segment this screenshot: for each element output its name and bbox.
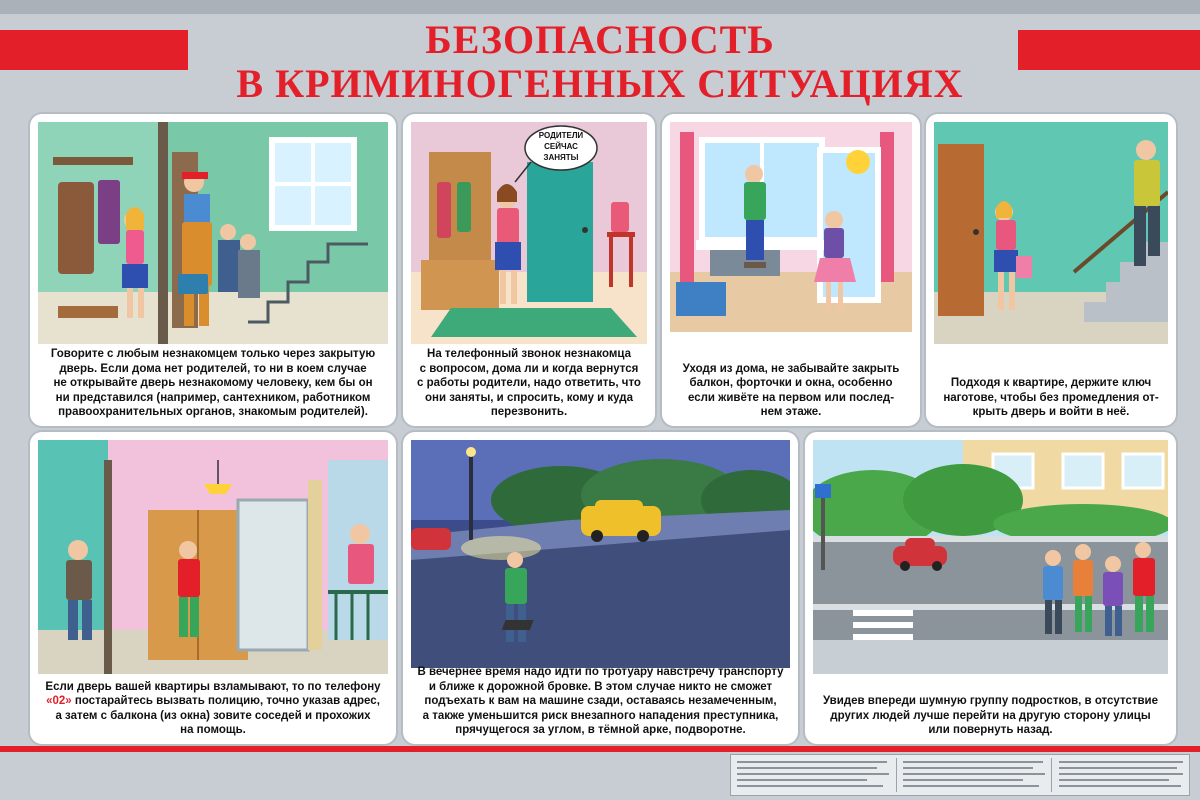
fine-print-line (903, 779, 1023, 781)
fine-print-line (903, 785, 1039, 787)
panel-2-caption: На телефонный звонок незнакомца с вопросом, дома ли и когда вернутся с работы родители, надо ответить, что они заняты, и спросить, кому и куда перезвонить. (417, 348, 641, 419)
noisy-teens-scene (813, 440, 1168, 674)
panel-5-caption-end: постарайтесь вызвать полицию, точно указав адрес, а затем с балкона (из окна) зовите соседей и прохожих на помощь. (55, 695, 380, 737)
left-red-bar (0, 30, 188, 70)
fine-print-line (737, 785, 883, 787)
panel-door-strangers (30, 114, 396, 426)
evening-street-scene (411, 440, 790, 668)
fine-print-line (1059, 779, 1169, 781)
panel-5-caption-start: Если дверь вашей квартиры взламывают, то по телефону (45, 680, 381, 693)
police-number: «02» (46, 695, 72, 708)
panel-7-caption: Увидев впереди шумную группу подростков, в отсутствие других людей лучше перейти на другую сторону улицы или повернуть назад. (822, 695, 1159, 737)
panel-3-caption: Уходя из дома, не забывайте закрыть балкон, форточки и окна, особенно если живёте на первом или послед- нем этаже. (682, 362, 900, 419)
publisher-info-divider (896, 758, 897, 792)
fine-print-line (737, 761, 887, 763)
publisher-info-divider (1051, 758, 1052, 792)
speech-line-1: РОДИТЕЛИ (538, 131, 584, 140)
fine-print-line (737, 767, 877, 769)
panel-4-caption: Подходя к квартире, держите ключ наготове, чтобы без промедления от- крыть дверь и войти в неё. (943, 377, 1159, 419)
fine-print-line (737, 779, 867, 781)
stairwell-key-scene (934, 122, 1168, 344)
panel-evening-street (403, 432, 798, 744)
panel-noisy-teens (805, 432, 1176, 744)
panel-closing-windows (662, 114, 920, 426)
panel-5-caption (38, 680, 388, 738)
fine-print-line (1059, 773, 1183, 775)
panel-6-caption: В вечернее время надо идти по тротуару навстречу транспорту и ближе к дорожной бровке. В этом случае никто не сможет подъехать к вам на машине сзади, оставаясь незамеченным, а также уменьшится риск внезапного нападения преступника, прячущегося за углом, в тёмной арке, подворотне. (417, 666, 784, 737)
fine-print-line (903, 773, 1045, 775)
fine-print-line (903, 761, 1043, 763)
right-red-bar (1018, 30, 1200, 70)
fine-print-line (903, 767, 1033, 769)
panel-break-in (30, 432, 396, 744)
publisher-info-block (730, 754, 1190, 796)
speech-line-2: СЕЙЧАС (544, 142, 578, 151)
entrance-door-scene (38, 122, 388, 344)
closing-windows-scene (670, 122, 912, 332)
speech-line-3: ЗАНЯТЫ (543, 153, 579, 162)
panel-1-caption: Говорите с любым незнакомцем только через закрытую дверь. Если дома нет родителей, то ни в коем случае не открывайте дверь незнакомому человеку, кем бы он ни представился (например, сантехником, работником правоохранительных органов, знакомым родителей). (50, 348, 376, 419)
fine-print-line (1059, 761, 1183, 763)
phone-call-scene (411, 122, 647, 344)
panel-phone-call (403, 114, 655, 426)
break-in-scene (38, 440, 388, 674)
fine-print-line (1059, 767, 1177, 769)
panel-stairwell-key (926, 114, 1176, 426)
poster-title (200, 18, 1000, 106)
footer-left-area (0, 752, 720, 800)
top-strip (0, 0, 1200, 14)
title-line-1: БЕЗОПАСНОСТЬ (425, 17, 775, 62)
fine-print-line (1059, 785, 1181, 787)
fine-print-line (737, 773, 889, 775)
title-line-2: В КРИМИНОГЕННЫХ СИТУАЦИЯХ (236, 61, 964, 106)
